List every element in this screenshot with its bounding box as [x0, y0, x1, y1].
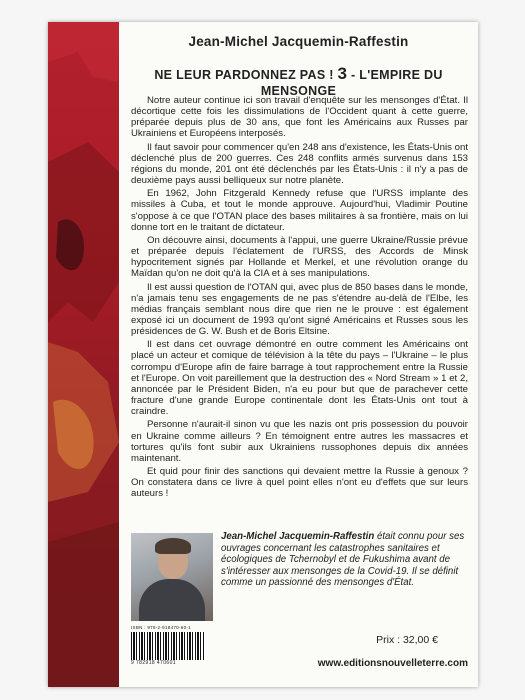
- blurb-paragraph: On découvre ainsi, documents à l'appui, une guerre Ukraine/Russie prévue et préparée depuis l'éclatement de l'URSS, des Accords de Minsk hypocritement signés par Hollande et Merkel, et une révolution orange du Maïdan qu'on ne doit qu'à la CIA et à ses manipulations.: [131, 234, 468, 280]
- blurb-paragraph: Notre auteur continue ici son travail d'enquête sur les mensonges d'État. Il décortique cette fois les dissimulations de l'Occident quant à cette guerre, préparée depuis plus de 30 ans, que font les Américains aux Russes par Ukrainiens et Européens interposés.: [131, 95, 468, 140]
- author-photo: [131, 533, 213, 621]
- title-volume-number: 3: [337, 64, 348, 83]
- blurb-paragraph: Et quid pour finir des sanctions qui devaient mettre la Russie à genoux ? On constatera dans ce livre à quel point elles n'ont eu d'effets que sur leurs auteurs !: [131, 466, 468, 500]
- barcode: [131, 632, 205, 660]
- blurb-paragraph: Il est aussi question de l'OTAN qui, avec plus de 850 bases dans le monde, n'a jamais tenu ses engagements de ne pas s'étendre au-delà de l'Elbe, les médias français semblant nous dire que rien ne le prouve : est également exposé ici un document de 1993 qu'ont signé Américains et Russes sous les présidences de G. W. Bush et de Boris Eltsine.: [131, 281, 468, 338]
- back-cover-content: [119, 22, 478, 687]
- isbn-label: ISBN : 978-2-918470-60-1: [131, 625, 191, 630]
- book-back-cover: [48, 22, 478, 687]
- blurb-text: [131, 95, 468, 501]
- author-name: Jean-Michel Jacquemin-Raffestin: [188, 34, 409, 49]
- blurb-paragraph: En 1962, John Fitzgerald Kennedy refuse que l'URSS implante des missiles à Cuba, et tout le monde approuve. Aujourd'hui, Vladimir Poutine s'oppose à ce que l'OTAN place des bases militaires à sa frontière, mais on lui donne tort en le traitant de dictateur.: [131, 188, 468, 233]
- title-part-2: - L'EMPIRE DU MENSONGE: [260, 68, 443, 98]
- blurb-paragraph: Il faut savoir pour commencer qu'en 248 ans d'existence, les États-Unis ont déclenché plus de 200 guerres. Ces 248 conflits armés survenus dans 153 régions du monde, 201 ont été déclenchés par les États-Unis : il n'y a pas de deuxième pays aussi belliqueux sur notre planète.: [131, 141, 468, 187]
- blurb-paragraph: Personne n'aurait-il sinon vu que les nazis ont pris possession du pouvoir en Ukraine comme ailleurs ? En témoignent entre autres les massacres et tortures qu'ils font subir aux Ukrainiens russophones depuis dix années maintenant.: [131, 419, 468, 464]
- price-label: Prix : 32,00 €: [376, 634, 438, 646]
- ean-number: 9 782918 470601: [131, 660, 176, 666]
- cover-map-stripe: [48, 22, 119, 687]
- author-bio: [221, 531, 470, 589]
- bio-author-name: Jean-Michel Jacquemin-Raffestin: [221, 531, 375, 542]
- publisher-website: www.editionsnouvelleterre.com: [317, 658, 468, 669]
- title-part-1: NE LEUR PARDONNEZ PAS !: [154, 68, 334, 82]
- bio-text: était connu pour ses ouvrages concernant les catastrophes sanitaires et écologiques de Tchernobyl et de Fukushima avant de s'intéresser aux mensonges de la Covid-19. Il se définit comme un passionné des mensonges d'État.: [221, 531, 465, 588]
- blurb-paragraph: Il est dans cet ouvrage démontré en outre comment les Américains ont placé un acteur et comique de télévision à la tête du pays – l'Ukraine – le plus corrompu d'Europe afin de faire barrage à tout rapprochement entre la Russie et l'Europe. On voit pareillement que la destruction des « Nord Stream » 1 et 2, annoncée par le Président Biden, n'a eu pour but que de parachever cette fracture d'une grande Europe continentale dont les États-Unis ont tout à craindre.: [131, 339, 468, 418]
- book-title: [119, 64, 478, 98]
